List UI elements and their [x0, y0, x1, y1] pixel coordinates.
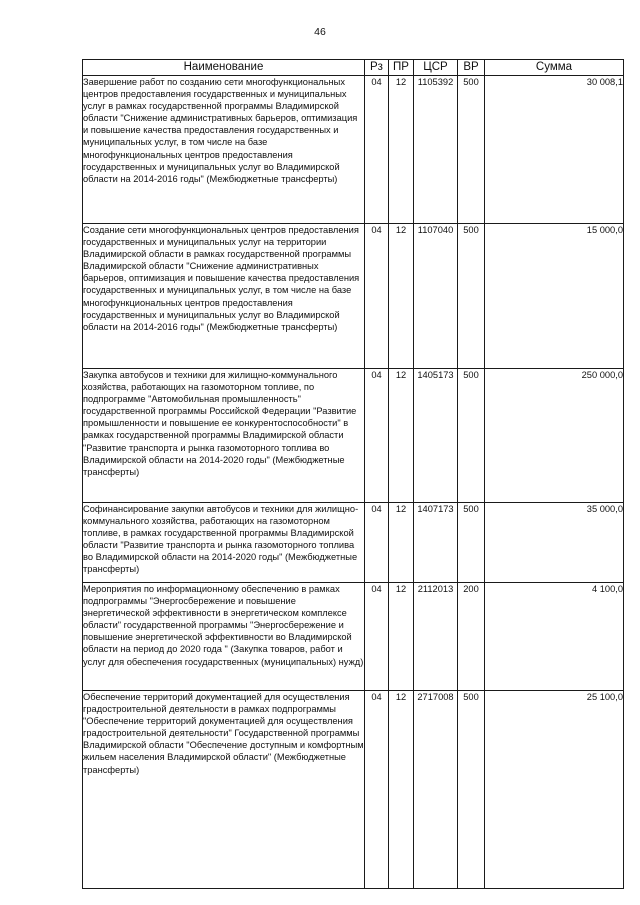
row-csr: 2112013	[414, 583, 458, 691]
budget-table	[82, 59, 624, 889]
row-pr: 12	[389, 583, 414, 691]
row-pr: 12	[389, 691, 414, 889]
row-rz: 04	[365, 76, 389, 224]
row-sum: 250 000,0	[485, 369, 624, 503]
row-vr: 500	[458, 76, 485, 224]
row-rz: 04	[365, 503, 389, 583]
table-row	[83, 369, 624, 503]
row-sum: 25 100,0	[485, 691, 624, 889]
row-csr: 1405173	[414, 369, 458, 503]
row-sum: 35 000,0	[485, 503, 624, 583]
header-sum: Сумма	[485, 60, 624, 76]
row-name: Обеспечение территорий документацией для осуществления градостроительной деятельности в рамках подпрограммы "Обеспечение территорий документацией для осуществления градостроительной деятельности" Государственной программы Владимирской области "Обеспечение доступным и комфортным жильем населения Владимирской области" (Межбюджетные трансферты)	[83, 691, 365, 889]
header-name: Наименование	[83, 60, 365, 76]
row-rz: 04	[365, 583, 389, 691]
row-csr: 2717008	[414, 691, 458, 889]
row-sum: 4 100,0	[485, 583, 624, 691]
row-csr: 1407173	[414, 503, 458, 583]
table-row	[83, 583, 624, 691]
page-number: 46	[314, 26, 326, 38]
row-rz: 04	[365, 369, 389, 503]
row-csr: 1105392	[414, 76, 458, 224]
row-pr: 12	[389, 503, 414, 583]
header-csr: ЦСР	[414, 60, 458, 76]
row-pr: 12	[389, 76, 414, 224]
row-name: Завершение работ по созданию сети многофункциональных центров предоставления государственных и муниципальных услуг в рамках государственной программы Владимирской области "Снижение административных барьеров, оптимизация и повышение качества предоставления государственных и муниципальных услуг, в том числе на базе многофункциональных центров предоставления государственных и муниципальных услуг во Владимирской области на 2014-2016 годы" (Межбюджетные трансферты)	[83, 76, 365, 224]
row-name: Создание сети многофункциональных центров предоставления государственных и муниципальных услуг на территории Владимирской области в рамках государственной программы Владимирской области "Снижение административных барьеров, оптимизация и повышение качества предоставления государственных и муниципальных услуг, в том числе на базе многофункциональных центров предоставления государственных и муниципальных услуг во Владимирской области на 2014-2016 годы" (Межбюджетные трансферты)	[83, 224, 365, 369]
row-sum: 15 000,0	[485, 224, 624, 369]
header-rz: Рз	[365, 60, 389, 76]
row-sum: 30 008,1	[485, 76, 624, 224]
row-vr: 500	[458, 369, 485, 503]
header-pr: ПР	[389, 60, 414, 76]
table-row	[83, 224, 624, 369]
table-row	[83, 76, 624, 224]
row-vr: 500	[458, 691, 485, 889]
row-pr: 12	[389, 224, 414, 369]
row-csr: 1107040	[414, 224, 458, 369]
row-name: Мероприятия по информационному обеспечению в рамках подпрограммы "Энергосбережение и повышение энергетической эффективности в энергетическом комплексе области" государственной программы "Энергосбережение и повышение энергетической эффективности во Владимирской области на период до 2020 года " (Закупка товаров, работ и услуг для обеспечения государственных (муниципальных) нужд)	[83, 583, 365, 691]
row-vr: 500	[458, 503, 485, 583]
row-name: Софинансирование закупки автобусов и техники для жилищно-коммунального хозяйства, работающих на газомоторном топливе, в рамках государственной программы Владимирской области "Развитие транспорта и рынка газомоторного топлива во Владимирской области на 2014-2020 годы" (Межбюджетные трансферты)	[83, 503, 365, 583]
row-name: Закупка автобусов и техники для жилищно-коммунального хозяйства, работающих на газомоторном топливе, по подпрограмме "Автомобильная промышленность" государственной программы Российской Федерации "Развитие промышленности и повышение ее конкурентоспособности" в рамках государственной программы Владимирской области "Развитие транспорта и рынка газомоторного топлива во Владимирской области на 2014-2020 годы" (Межбюджетные трансферты)	[83, 369, 365, 503]
row-rz: 04	[365, 691, 389, 889]
row-vr: 500	[458, 224, 485, 369]
row-vr: 200	[458, 583, 485, 691]
header-vr: ВР	[458, 60, 485, 76]
table-row	[83, 503, 624, 583]
row-rz: 04	[365, 224, 389, 369]
row-pr: 12	[389, 369, 414, 503]
table-row	[83, 691, 624, 889]
table-header-row	[83, 60, 624, 76]
